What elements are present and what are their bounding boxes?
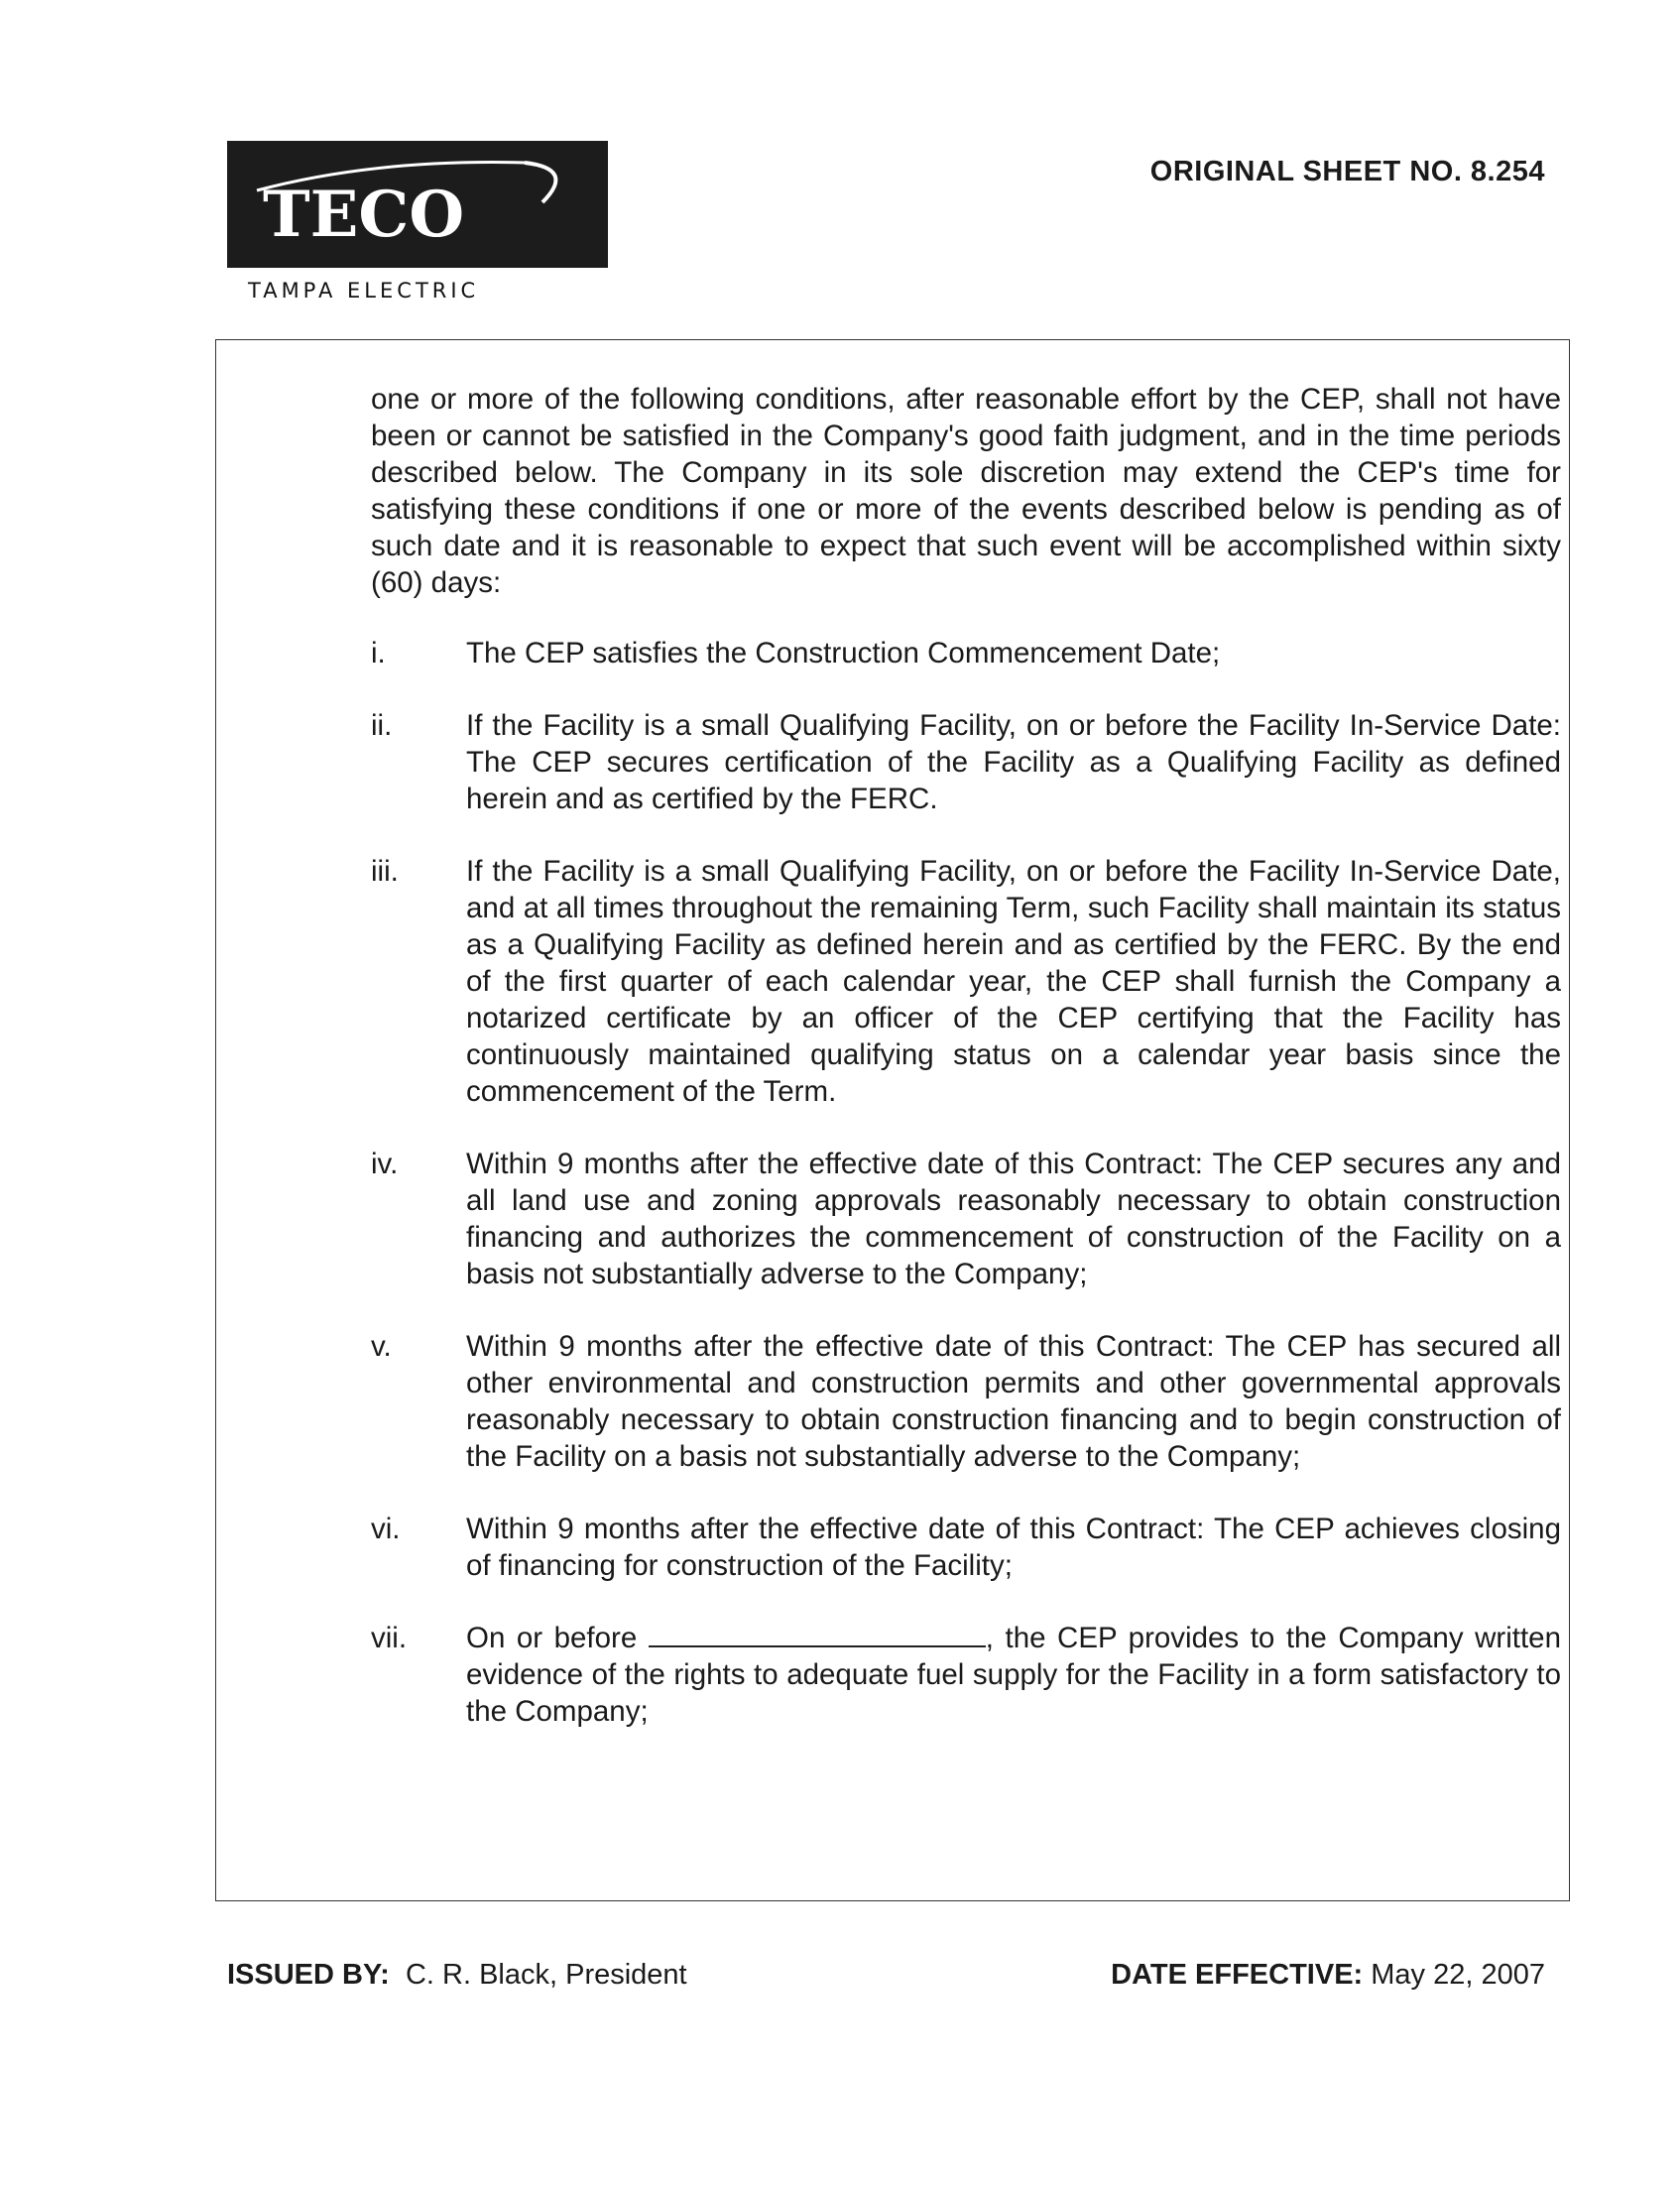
- issued-by-label: ISSUED BY:: [227, 1959, 390, 1991]
- item-text: If the Facility is a small Qualifying Facility, on or before the Facility In-Service Date, and at all times throughout the remaining Term, such Facility shall maintain its status as a Qualifying Facility as defined herein and as certified by the FERC. By the end of the first quarter of each calendar year, the CEP shall furnish the Company a notarized certificate by an officer of the CEP certifying that the Facility has continuously maintained qualifying status on a calendar year basis since the commencement of the Term.: [466, 855, 1561, 1108]
- item-number: vi.: [371, 1513, 401, 1545]
- item-number: iv.: [371, 1148, 399, 1180]
- item-text: The CEP satisfies the Construction Commencement Date;: [466, 637, 1221, 669]
- list-item: [371, 1328, 1561, 1475]
- company-logo: [227, 141, 608, 268]
- item-text: Within 9 months after the effective date of this Contract: The CEP has secured all other environmental and construction permits and other governmental approvals reasonably necessary to obtain construction financing and to begin construction of the Facility on a basis not substantially adverse to the Company;: [466, 1330, 1561, 1473]
- issued-by-value: C. R. Black, President: [405, 1959, 687, 1991]
- date-effective-label: DATE EFFECTIVE:: [1111, 1959, 1364, 1991]
- date-effective: [1111, 1959, 1545, 1992]
- list-item: [371, 635, 1561, 671]
- intro-paragraph: one or more of the following conditions, after reasonable effort by the CEP, shall not have been or cannot be satisfied in the Company's good faith judgment, and in the time periods described below. The Company in its sole discretion may extend the CEP's time for satisfying these conditions if one or more of the events described below is pending as of such date and it is reasonable to expect that such event will be accomplished within sixty (60) days:: [371, 383, 1561, 599]
- item-text-after: , the CEP provides to the Company written evidence of the rights to adequate fuel supply for the Facility in a form satisfactory to the Company;: [466, 1622, 1561, 1728]
- issued-by: [227, 1959, 687, 1992]
- item-text: Within 9 months after the effective date of this Contract: The CEP secures any and all land use and zoning approvals reasonably necessary to obtain construction financing and authorizes the commencement of construction of the Facility on a basis not substantially adverse to the Company;: [466, 1148, 1561, 1290]
- logo-wordmark: TECO: [263, 178, 465, 252]
- sheet-number: ORIGINAL SHEET NO. 8.254: [1149, 156, 1545, 187]
- list-item: [371, 1511, 1561, 1584]
- list-item: [371, 853, 1561, 1110]
- teco-logo-graphic: [227, 141, 608, 268]
- logo-subtitle: TAMPA ELECTRIC: [248, 279, 480, 303]
- list-item: [371, 707, 1561, 817]
- item-text: [466, 1620, 1561, 1730]
- item-number: vii.: [371, 1622, 408, 1654]
- document-body: [371, 381, 1561, 1765]
- item-number: iii.: [371, 855, 399, 888]
- list-item: [371, 1146, 1561, 1292]
- item-text: If the Facility is a small Qualifying Facility, on or before the Facility In-Service Date: The CEP secures certification of the Facility as a Qualifying Facility as defined herein and as certified by the FERC.: [466, 709, 1561, 815]
- date-effective-value: May 22, 2007: [1371, 1959, 1545, 1991]
- item-number: v.: [371, 1330, 392, 1363]
- item-text: Within 9 months after the effective date of this Contract: The CEP achieves closing of financing for construction of the Facility;: [466, 1513, 1561, 1582]
- item-number: i.: [371, 637, 386, 669]
- date-blank-line[interactable]: [649, 1622, 986, 1647]
- list-item: [371, 1620, 1561, 1730]
- item-number: ii.: [371, 709, 393, 742]
- item-text-before: On or before: [466, 1622, 638, 1654]
